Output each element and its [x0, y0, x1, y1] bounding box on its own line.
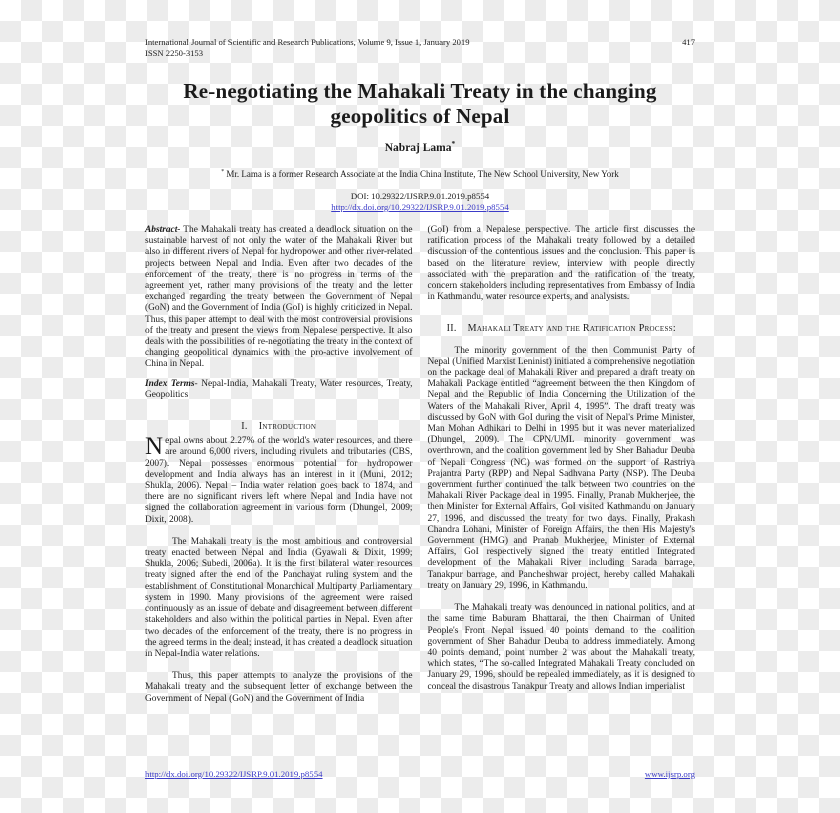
section1-heading: [145, 421, 413, 432]
affiliation-text: Mr. Lama is a former Research Associate at the India China Institute, The New School University, New York: [224, 169, 619, 179]
section1-number: I.: [241, 421, 248, 433]
section2-heading: [428, 323, 696, 334]
intro-paragraph-3: Thus, this paper attempts to analyze the provisions of the Mahakali treaty and the subsequent letter of exchange between the Government of Nepal (GoN) and the Government of India: [145, 671, 413, 704]
page-header: [145, 0, 695, 58]
section2-number: II.: [446, 323, 457, 335]
author-line: [145, 139, 695, 154]
intro-paragraph-2: The Mahakali treaty is the most ambitious and controversial treaty enacted between Nepal and India (Gyawali & Dixit, 1999; Shukla, 2006; Subedi, 2006a). It is the first bilateral water resources treaty signed after the end of the Panchayat ruling system and the establishment of Constitutional Monarchical Multiparty Parliamentary system in 1990. Many provisions of the agreement were raised continuously as an issue of debate and disagreement between different stakeholders and also within the political parties in Nepal. Even after two decades of the enforcement of the treaty, there is no progress in the agreed terms in the deal; instead, it has created a deadlock situation in Nepal-India water relations.: [145, 536, 413, 659]
journal-header-lines: [145, 37, 470, 58]
intro-paragraph-1: Nepal owns about 2.27% of the world's water resources, and there are around 6,000 rivers, including rivulets and tributaries (CBS, 2007). Nepal possesses enormous potential for hydropower development and India always has an interest in it (Muni, 2012; Shukla, 2006). Nepal – India water relation goes back to 1874, and there are no significant rivers left where Nepal and India have not signed the collaboration agreement in various form (Dhungel, 2009; Dixit, 2008).: [145, 433, 413, 525]
issn-line: ISSN 2250-3153: [145, 47, 204, 58]
doi-line: DOI: 10.29322/IJSRP.9.01.2019.p8554: [350, 191, 490, 201]
index-terms-paragraph: [145, 379, 413, 401]
continuation-paragraph: (GoI) from a Nepalese perspective. The article first discusses the ratification process of the Mahakali treaty followed by a detailed discussion of the contentious issues and the conclusion. This paper is based on the literature review, interview with people directly associated with the preparation and the ratification of the treaty, concern stakeholders including representatives from Embassy of India in Kathmandu, water resource experts, and analysists.: [427, 225, 695, 303]
page-footer: [145, 769, 695, 779]
journal-line: International Journal of Scientific and Research Publications, Volume 9, Issue 1, January 2019: [145, 37, 470, 47]
abstract-paragraph: [145, 225, 413, 371]
right-column: [428, 225, 696, 705]
left-column: [145, 225, 413, 705]
doi-block: [145, 191, 695, 213]
section2-paragraph-2: The Mahakali treaty was denounced in national politics, and at the same time Baburam Bhattarai, the then Chairman of United People's Front Nepal issued 40 points demand to the coalition government of Sher Bahadur Deuba to address immediately. Among 40 points demand, point number 2 was about the Mahakali treaty, which states, “The so-called Integrated Mahakali Treaty concluded on January 29, 1996, should be repealed immediately, as it is designed to conceal the disastrous Tanakpur Treaty and allows Indian imperialist: [427, 603, 695, 692]
section2-paragraph-1: The minority government of the then Communist Party of Nepal (Unified Marxist Leninist) initiated a comprehensive negotiation on the package deal of Mahakali River and prepared a draft treaty on Mahakali Package entitled “agreement between the then Kingdom of Nepal and the Republic of India Concerning the Utilization of the Waters of the Mahakali River, April 4, 1995”. The draft treaty was discussed by GoN with GoI during the visit of Nepal's Prime Minister, Man Mohan Adhikari to Delhi in 1995 but it was never materialized (Dhungel, 2009). The CPN/UML minority government was overthrown, and the coalition government led by Sher Bahadur Deuba of Nepali Congress (NC) was formed on the support of Rastriya Prajantra Party (RPP) and Nepal Sadhvana Party (NSP). The Deuba government further continued the talk between two countries on the Mahakali River Package deal in 1995. Finally, Pranab Mukherjee, the then Minister for External Affairs, GoI visited Kathmandu on January 27, 1996, and discussed the treaty for two days. Finally, Prakash Chandra Lohani, Minister of Foreign Affairs, the then His Majesty's Government (HMG) and Pranab Mukherjee, Minister of External Affairs, GoI respectively signed the treaty entitled Integrated development of the Mahakali River including Sarada barrage, Tanakpur barrage, and Pancheshwar project, hereby called Mahakali treaty on January 29, 1996, in Kathmandu.: [427, 345, 695, 591]
abstract-text: The Mahakali treaty has created a deadlock situation on the sustainable harvest of not only the water of the Mahakali River but also in different rivers of Nepal for hydropower and other river-related projects between Nepal and India. Even after two decades of the enforcement of the treaty, there is no progress in terms of the agreement yet, rather many provisions of the treaty and the letter exchanged regarding the treaty between the Government of Nepal (GoN) and the Government of India (GoI) is highly criticized in Nepal. Thus, this paper attempt to deal with the most controversial provisions of the treaty and present the views from Nepalese perspective. It also deals with the possibilities of re-negotiating the treaty in the context of changing geopolitical dynamics with the pro-active involvement of China in Nepal.: [145, 225, 413, 370]
index-terms-text: - Nepal-India, Mahakali Treaty, Water resources, Treaty, Geopolitics: [145, 378, 413, 400]
section1-title: Introduction: [258, 421, 317, 433]
author-asterisk: *: [451, 139, 456, 149]
abstract-label: Abstract-: [145, 225, 181, 235]
page-number: 417: [682, 37, 695, 47]
doi-link[interactable]: http://dx.doi.org/10.29322/IJSRP.9.01.2019.p8554: [331, 202, 509, 212]
footer-doi-link[interactable]: http://dx.doi.org/10.29322/IJSRP.9.01.2019.p8554: [145, 769, 323, 779]
footer-site-link[interactable]: www.ijsrp.org: [644, 769, 695, 779]
affiliation-line: [145, 169, 695, 179]
paper-page: [145, 0, 695, 813]
section2-title: Mahakali Treaty and the Ratification Process:: [467, 323, 676, 335]
index-terms-label: Index Terms: [145, 378, 195, 389]
paper-title: Re-negotiating the Mahakali Treaty in the changing geopolitics of Nepal: [183, 79, 657, 128]
affiliation-asterisk: *: [221, 169, 225, 175]
body-columns: [145, 225, 695, 705]
author-name: Nabraj Lama: [384, 142, 452, 154]
